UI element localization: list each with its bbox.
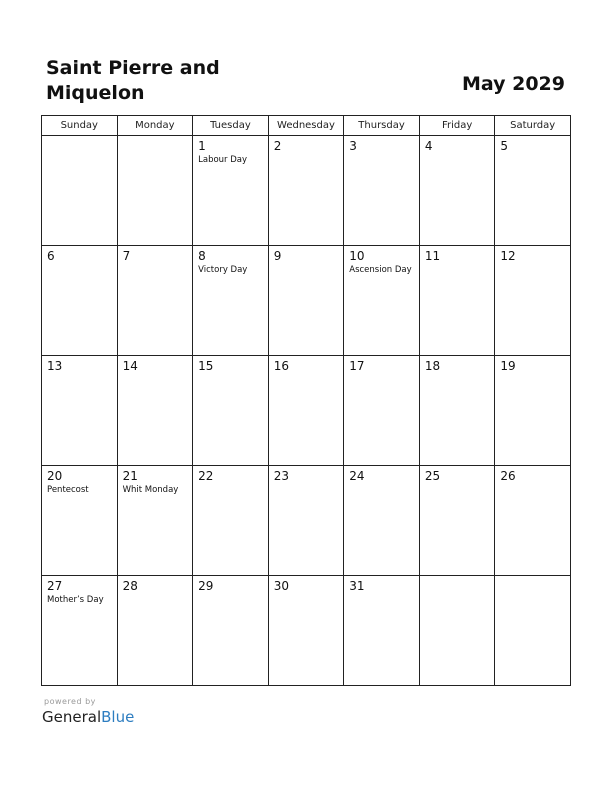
holiday-label: Pentecost <box>47 485 89 495</box>
weekday-saturday: Saturday <box>495 116 571 136</box>
day-number: 19 <box>500 359 516 373</box>
day-number: 11 <box>424 249 441 263</box>
day-number: 6 <box>47 249 55 263</box>
day-number: 5 <box>500 139 509 153</box>
day-cell-12 <box>495 246 571 356</box>
day-cell-14 <box>117 356 193 466</box>
weekday-tuesday: Tuesday <box>193 116 269 136</box>
day-cell-29 <box>193 576 269 686</box>
empty-day-cell <box>42 136 118 246</box>
day-cell-26 <box>495 466 571 576</box>
day-number: 9 <box>273 249 282 263</box>
day-cell-23 <box>268 466 344 576</box>
day-cell-2 <box>268 136 344 246</box>
day-number: 7 <box>122 249 131 263</box>
day-number: 28 <box>122 579 138 593</box>
day-number: 24 <box>349 469 365 483</box>
weekday-monday: Monday <box>117 116 193 136</box>
footer <box>42 697 134 727</box>
holiday-label: Mother’s Day <box>47 595 104 605</box>
day-number: 27 <box>47 579 63 593</box>
day-number: 30 <box>273 579 289 593</box>
holiday-label: Ascension Day <box>349 265 412 275</box>
week-row <box>42 136 571 246</box>
calendar-grid <box>41 115 571 686</box>
month-title: May 2029 <box>461 73 565 95</box>
day-cell-24 <box>344 466 420 576</box>
day-cell-21 <box>117 466 193 576</box>
day-cell-28 <box>117 576 193 686</box>
day-number: 23 <box>273 469 289 483</box>
day-number: 21 <box>122 469 138 483</box>
day-cell-18 <box>419 356 495 466</box>
day-cell-4 <box>419 136 495 246</box>
day-number: 4 <box>424 139 433 153</box>
weekday-friday: Friday <box>419 116 495 136</box>
day-number: 18 <box>424 359 441 373</box>
week-row <box>42 466 571 576</box>
day-number: 14 <box>122 359 138 373</box>
day-cell-1 <box>193 136 269 246</box>
weekday-header-row <box>42 116 571 136</box>
day-number: 1 <box>198 139 206 153</box>
holiday-label: Labour Day <box>198 155 248 165</box>
day-number: 3 <box>349 139 357 153</box>
day-number: 26 <box>500 469 516 483</box>
day-cell-22 <box>193 466 269 576</box>
day-number: 10 <box>349 249 365 263</box>
brand-name-part1: General <box>42 708 102 726</box>
day-cell-25 <box>419 466 495 576</box>
weekday-wednesday: Wednesday <box>268 116 344 136</box>
day-cell-31 <box>344 576 420 686</box>
day-cell-19 <box>495 356 571 466</box>
day-cell-27 <box>42 576 118 686</box>
day-cell-13 <box>42 356 118 466</box>
day-number: 31 <box>349 579 365 593</box>
day-number: 2 <box>273 139 282 153</box>
brand-name-part2: Blue <box>101 708 135 726</box>
empty-day-cell <box>419 576 495 686</box>
day-number: 13 <box>47 359 63 373</box>
week-row <box>42 576 571 686</box>
day-cell-6 <box>42 246 118 356</box>
holiday-label: Victory Day <box>198 265 248 275</box>
day-cell-10 <box>344 246 420 356</box>
holiday-label: Whit Monday <box>122 485 179 495</box>
day-cell-30 <box>268 576 344 686</box>
powered-by-label: powered by <box>44 697 96 706</box>
day-cell-20 <box>42 466 118 576</box>
day-cell-5 <box>495 136 571 246</box>
day-cell-11 <box>419 246 495 356</box>
day-cell-15 <box>193 356 269 466</box>
day-number: 20 <box>47 469 63 483</box>
week-row <box>42 356 571 466</box>
day-cell-3 <box>344 136 420 246</box>
week-row <box>42 246 571 356</box>
weekday-sunday: Sunday <box>42 116 118 136</box>
day-number: 15 <box>198 359 214 373</box>
day-number: 22 <box>198 469 214 483</box>
empty-day-cell <box>117 136 193 246</box>
day-number: 12 <box>500 249 516 263</box>
day-number: 29 <box>198 579 214 593</box>
day-cell-17 <box>344 356 420 466</box>
region-title: Saint Pierre and Miquelon <box>46 57 220 104</box>
day-cell-7 <box>117 246 193 356</box>
day-number: 25 <box>424 469 441 483</box>
day-cell-9 <box>268 246 344 356</box>
empty-day-cell <box>495 576 571 686</box>
day-number: 16 <box>273 359 289 373</box>
weekday-thursday: Thursday <box>344 116 420 136</box>
day-cell-16 <box>268 356 344 466</box>
day-number: 17 <box>349 359 365 373</box>
day-cell-8 <box>193 246 269 356</box>
brand-logo <box>42 707 134 727</box>
day-number: 8 <box>198 249 206 263</box>
